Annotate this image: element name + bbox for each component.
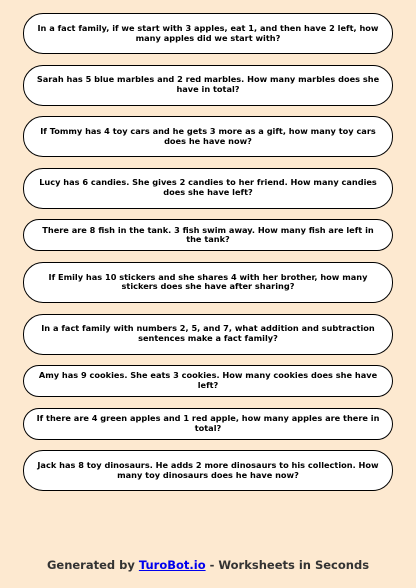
question-text-8: Amy has 9 cookies. She eats 3 cookies. How many cookies does she have left? (38, 370, 378, 391)
question-text-3: If Tommy has 4 toy cars and he gets 3 more as a gift, how many toy cars does he have now? (40, 125, 376, 146)
footer (0, 558, 416, 572)
question-box-8 (23, 365, 393, 397)
question-text-7: In a fact family with numbers 2, 5, and 7, what addition and subtraction sentences make a fact family? (41, 323, 375, 344)
question-text-10: Jack has 8 toy dinosaurs. He adds 2 more dinosaurs to his collection. How many toy dinosaurs does he have now? (37, 460, 379, 480)
question-box-7 (23, 314, 393, 355)
turobot-link[interactable]: TuroBot.io (138, 558, 206, 572)
question-list (23, 13, 393, 502)
footer-prefix: Generated by (46, 558, 139, 572)
question-text-4: Lucy has 6 candies. She gives 2 candies to her friend. How many candies does she have left? (39, 177, 377, 198)
question-text-9: If there are 4 green apples and 1 red apple, how many apples are there in total? (36, 412, 380, 433)
question-box-1 (23, 13, 393, 54)
question-box-4 (23, 168, 393, 209)
footer-suffix: - Worksheets in Seconds (205, 558, 370, 572)
question-text-2: Sarah has 5 blue marbles and 2 red marbles. How many marbles does she have in total? (36, 74, 380, 95)
question-box-10 (23, 450, 393, 491)
question-text-5: There are 8 fish in the tank. 3 fish swim away. How many fish are left in the tank? (42, 224, 374, 245)
question-text-6: If Emily has 10 stickers and she shares 4 with her brother, how many stickers does she have after sharing? (48, 271, 368, 292)
question-box-5 (23, 219, 393, 251)
question-box-3 (23, 116, 393, 157)
question-text-1: In a fact family, if we start with 3 apples, eat 1, and then have 2 left, how many apples did we start with? (37, 22, 379, 43)
question-box-6 (23, 262, 393, 303)
question-box-2 (23, 65, 393, 106)
question-box-9 (23, 408, 393, 440)
